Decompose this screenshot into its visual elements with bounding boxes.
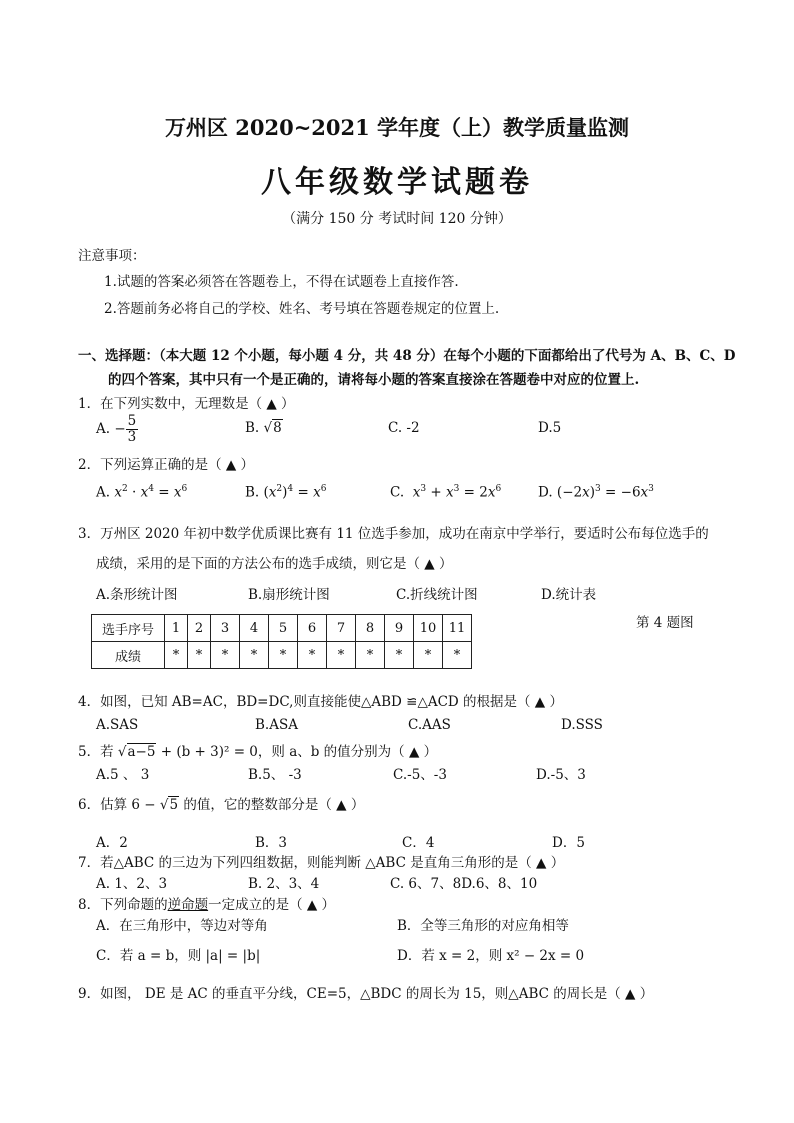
q6-radicand: 5 [169,797,179,813]
q1-option-b [245,420,283,436]
q1-a-denominator: 3 [127,429,137,445]
table-header-cell: 选手序号 [92,615,165,642]
q4-option-c: C.AAS [408,717,451,733]
q3-option-a: A.条形统计图 [96,587,178,603]
section-heading-line2: 的四个答案，其中只有一个是正确的，请将每小题的答案直接涂在答题卷中对应的位置上. [108,372,640,388]
table-cell: 1 [165,615,188,642]
q1-option-d: D.5 [538,420,562,436]
q7-option-c: C. 6、7、8D.6、8、10 [390,876,538,892]
score-table [91,614,472,669]
q2-option-b: B. $(x^2)^4 = x^6$ [245,484,327,501]
notice-item-1: 1.试题的答案必须答在答题卷上，不得在试题卷上直接作答. [104,274,459,290]
q8-option-c: C．若 a = b，则 |a| = |b| [96,948,261,964]
q5-sqrt-sign: √ [117,744,127,760]
score-table-row-scores [92,642,472,669]
q7-stem: 7．若△ABC 的三边为下列四组数据，则能判断 △ABC 是直角三角形的是（ ▲ ） [78,855,565,871]
q6-stem [78,793,364,813]
q3-stem-line2: 成绩，采用的是下面的方法公布的选手成绩，则它是（ ▲ ） [96,556,453,572]
table-cell: 9 [385,615,414,642]
q1-option-a [96,414,138,445]
q8-stem-prefix: 8．下列命题的 [78,897,168,913]
q5-stem-rest: + (b + 3)² = 0，则 a、b 的值分别为（ ▲ ） [156,744,438,760]
table-header-cell: 成绩 [92,642,165,669]
q9-stem: 9．如图， DE 是 AC 的垂直平分线，CE=5，△BDC 的周长为 15，则△ABC 的周长是（ ▲ ） [78,986,654,1002]
q8-option-b: B．全等三角形的对应角相等 [397,918,569,934]
q6-option-a: A．2 [96,835,128,851]
table-cell: * [298,642,327,669]
q8-stem-rest: 一定成立的是（ ▲ ） [208,897,336,913]
q8-option-d: D．若 x = 2，则 x² − 2x = 0 [397,948,585,964]
q6-option-b: B．3 [255,835,288,851]
table-cell: * [414,642,443,669]
q1-a-prefix: A. − [96,421,126,437]
table-cell: * [240,642,269,669]
q7-option-a: A. 1、2、3 [96,876,168,892]
q3-option-c: C.折线统计图 [396,587,478,603]
q8-option-a: A．在三角形中，等边对等角 [96,918,268,934]
notice-heading: 注意事项： [78,248,146,264]
q2-option-a: A. $x^2 \cdot x^4 = x^6$ [96,484,188,501]
table-cell: 11 [443,615,472,642]
q4-figure-label: 第 4 题图 [636,615,694,631]
q5-option-b: B.5、 -3 [248,767,302,783]
q2-stem: 2．下列运算正确的是（ ▲ ） [78,457,255,473]
table-cell: 3 [211,615,240,642]
table-cell: 4 [240,615,269,642]
q8-stem-underlined: 逆命题 [167,897,209,913]
table-cell: * [165,642,188,669]
q2-option-c: C. $x^3 + x^3 = 2x^6$ [390,484,502,501]
q5-stem-prefix: 5．若 [78,744,118,760]
q1-option-c: C. -2 [388,420,420,436]
table-cell: 8 [356,615,385,642]
q1-b-prefix: B. √ [245,420,273,436]
exam-title: 万州区 2020~2021 学年度（上）教学质量监测 [164,115,630,140]
table-cell: 10 [414,615,443,642]
section-heading: 一、选择题：（本大题 12 个小题，每小题 4 分，共 48 分）在每个小题的下面都给出了代号为 A、B、C、D [78,348,736,364]
q7-option-b: B. 2、3、4 [248,876,320,892]
q5-option-c: C.-5、-3 [393,767,447,783]
q4-option-a: A.SAS [96,717,139,733]
table-cell: * [443,642,472,669]
q4-option-d: D.SSS [561,717,603,733]
exam-subtitle: 八年级数学试题卷 [261,165,533,200]
q4-option-b: B.ASA [255,717,298,733]
q1-a-numerator: 5 [127,413,137,429]
table-cell: 7 [327,615,356,642]
table-cell: * [385,642,414,669]
notice-item-2: 2.答题前务必将自己的学校、姓名、考号填在答题卷规定的位置上. [104,301,500,317]
q5-option-a: A.5 、 3 [96,767,150,783]
q8-stem [78,893,335,913]
q6-option-c: C．4 [402,835,435,851]
table-cell: * [327,642,356,669]
table-cell: * [211,642,240,669]
q3-option-d: D.统计表 [541,587,597,603]
q4-stem: 4．如图，已知 AB=AC，BD=DC,则直接能使△ABD ≌△ACD 的根据是（ ▲ ） [78,694,563,710]
q1-b-radicand: 8 [273,420,282,436]
q1-stem: 1．在下列实数中，无理数是（ ▲ ） [78,396,295,412]
table-cell: 6 [298,615,327,642]
q3-stem-line1: 3．万州区 2020 年初中数学优质课比赛有 11 位选手参加，成功在南京中学举行，要适时公布每位选手的 [78,526,709,542]
exam-info: （满分 150 分 考试时间 120 分钟） [282,211,512,227]
table-cell: * [356,642,385,669]
q1-a-fraction [126,414,139,445]
q6-stem-rest: 的值，它的整数部分是（ ▲ ） [179,797,365,813]
q3-option-b: B.扇形统计图 [248,587,330,603]
table-cell: 5 [269,615,298,642]
table-cell: * [188,642,211,669]
q5-option-d: D.-5、3 [536,767,586,783]
table-cell: 2 [188,615,211,642]
score-table-row-numbers [92,615,472,642]
q2-option-d: D. $(-2x)^3 = -6x^3$ [538,484,654,501]
q5-radicand: a−5 [127,744,156,760]
table-cell: * [269,642,298,669]
q6-stem-prefix: 6．估算 6 − √ [78,797,169,813]
q5-stem [78,740,437,760]
q6-option-d: D．5 [552,835,585,851]
